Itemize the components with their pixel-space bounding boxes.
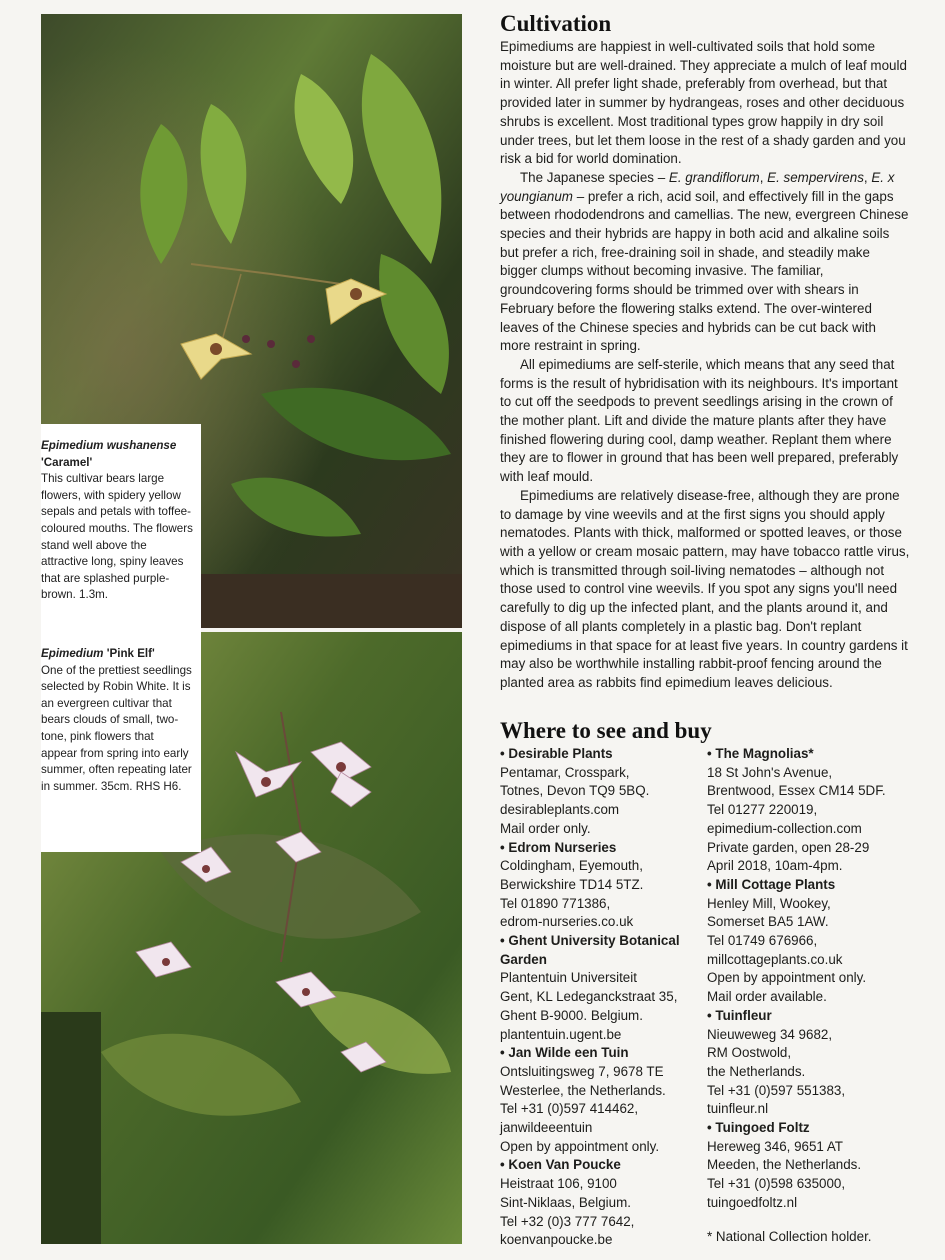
- supplier-detail: Tel 01277 220019,: [707, 802, 818, 818]
- supplier-name: • Edrom Nurseries: [500, 839, 617, 855]
- supplier-detail: Somerset BA5 1AW.: [707, 914, 829, 930]
- supplier-detail: Brentwood, Essex CM14 5DF.: [707, 783, 886, 799]
- supplier-detail: Hereweg 346, 9651 AT: [707, 1138, 843, 1154]
- supplier-name: • Tuingoed Foltz: [707, 1120, 810, 1136]
- supplier-detail: RM Oostwold,: [707, 1045, 792, 1061]
- supplier-name: • Ghent University Botanical Garden: [500, 933, 680, 967]
- supplier-name: • Mill Cottage Plants: [707, 876, 836, 892]
- caption-pink-elf: [41, 632, 201, 852]
- supplier-detail: Henley Mill, Wookey,: [707, 895, 831, 911]
- supplier-entry: [500, 932, 700, 1044]
- cultivation-paragraph-3: All epimediums are self-sterile, which means that any seed that forms is the result of hybridisation with its neighbours. It's important to cut off the seedpods to prevent seedlings arising in the crown of the mother plant. Lift and divide the mature plants after they have finished flowering during cool, damp weather. Replant them where they are to flower in ground that has been well prepared, preferably with leaf mould.: [500, 356, 899, 485]
- supplier-entry: [500, 1156, 700, 1250]
- supplier-detail: Berwickshire TD14 5TZ.: [500, 876, 644, 892]
- supplier-name: • Tuinfleur: [707, 1007, 772, 1023]
- caption-caramel-title: Epimedium wushanense 'Caramel': [41, 439, 177, 469]
- supplier-detail: Mail order available.: [707, 989, 827, 1005]
- supplier-detail: edrom-nurseries.co.uk: [500, 914, 634, 930]
- supplier-detail: Gent, KL Ledeganckstraat 35,: [500, 989, 678, 1005]
- supplier-detail: Ghent B-9000. Belgium.: [500, 1007, 643, 1023]
- supplier-detail: Tel 01890 771386,: [500, 895, 611, 911]
- supplier-detail: Open by appointment only.: [707, 970, 867, 986]
- supplier-detail: Totnes, Devon TQ9 5BQ.: [500, 783, 650, 799]
- supplier-entry: [500, 1044, 700, 1156]
- supplier-entry: [707, 1119, 907, 1213]
- supplier-detail: Westerlee, the Netherlands.: [500, 1082, 666, 1098]
- supplier-name: • Jan Wilde een Tuin: [500, 1045, 629, 1061]
- supplier-detail: Plantentuin Universiteit: [500, 970, 637, 986]
- supplier-detail: desirableplants.com: [500, 802, 620, 818]
- supplier-detail: koenvanpoucke.be: [500, 1232, 613, 1248]
- supplier-detail: tuinfleur.nl: [707, 1101, 769, 1117]
- supplier-detail: Private garden, open 28-29: [707, 839, 870, 855]
- supplier-list-left: [500, 745, 700, 1250]
- supplier-detail: Pentamar, Crosspark,: [500, 764, 630, 780]
- supplier-detail: Open by appointment only.: [500, 1138, 660, 1154]
- supplier-detail: the Netherlands.: [707, 1063, 806, 1079]
- supplier-detail: Sint-Niklaas, Belgium.: [500, 1194, 631, 1210]
- supplier-entry: [707, 1007, 907, 1119]
- supplier-detail: Tel +31 (0)597 551383,: [707, 1082, 846, 1098]
- supplier-detail: epimedium-collection.com: [707, 820, 862, 836]
- supplier-detail: Tel +31 (0)597 414462,: [500, 1101, 639, 1117]
- supplier-detail: Heistraat 106, 9100: [500, 1176, 617, 1192]
- caption-caramel: [41, 424, 201, 638]
- caption-pink-elf-title: Epimedium 'Pink Elf': [41, 647, 155, 660]
- supplier-entry: [500, 839, 700, 933]
- caption-caramel-body: This cultivar bears large flowers, with spidery yellow sepals and petals with toffee-coloured mouths. The flowers stand well above the attractive long, spiny leaves that are splashed purple-brown. 1.3m.: [41, 472, 193, 602]
- cultivation-heading: Cultivation: [500, 11, 612, 36]
- cultivation-paragraph-1: Epimediums are happiest in well-cultivated soils that hold some moisture but are well-drained. They appreciate a mulch of leaf mould in winter. All prefer light shade, preferably from overhead, but that provided later in summer by hydrangeas, roses and other deciduous shrubs is excellent. Most traditional types grow happily in dry soil under trees, but let them loose in the rest of a shady garden and you risk a bid for world domination.: [500, 39, 907, 167]
- supplier-detail: April 2018, 10am-4pm.: [707, 858, 843, 874]
- supplier-entry: [707, 876, 907, 1007]
- supplier-detail: Tel +32 (0)3 777 7642,: [500, 1213, 635, 1229]
- supplier-name: • The Magnolias*: [707, 746, 814, 761]
- supplier-detail: janwildeeentuin: [500, 1120, 593, 1136]
- cultivation-paragraph-4: Epimediums are relatively disease-free, although they are prone to damage by vine weevils and at the first signs you should apply nematodes. Plants with thick, malformed or spotted leaves, or those with a yellow or cream mosaic pattern, may have tobacco rattle virus, which is transmitted through soil-living nematodes – although not those used to control vine weevils. If you spot any signs you'll need carefully to dig up the infected plant, and the plants around it, and dispose of all plants completely in a plastic bag. Don't replant epimediums in that space for at least five years. In country gardens it may also be worthwhile installing rabbit-proof fencing around the planted area as rabbits find epimedium leaves delicious.: [500, 487, 910, 690]
- supplier-detail: Ontsluitingsweg 7, 9678 TE: [500, 1063, 664, 1079]
- supplier-detail: Meeden, the Netherlands.: [707, 1157, 862, 1173]
- supplier-detail: plantentuin.ugent.be: [500, 1026, 622, 1042]
- caption-pink-elf-body: One of the prettiest seedlings selected by Robin White. It is an evergreen cultivar that bears clouds of small, two-tone, pink flowers that appear from spring into early summer, often repeating later in summer. 35cm. RHS H6.: [41, 663, 192, 793]
- supplier-detail: 18 St John's Avenue,: [707, 764, 833, 780]
- supplier-entry: [500, 745, 700, 839]
- cultivation-paragraph-2: The Japanese species – E. grandiflorum, E. sempervirens, E. x youngianum – prefer a rich, acid soil, and effectively fill in the gaps between rhododendrons and camellias. The new, evergreen Chinese species and their hybrids are happy in both acid and alkaline soils but prefer a rich, free-draining soil in shade, and steadily make bigger clumps without becoming invasive. The familiar, groundcovering forms should be trimmed over with shears in February before the flowering stalks extend. The over-wintered leaves of the Chinese species and hybrids can be cut back with more restraint in spring.: [500, 169, 909, 354]
- footnote: * National Collection holder.: [707, 1229, 872, 1244]
- supplier-detail: Tel +31 (0)598 635000,: [707, 1176, 846, 1192]
- supplier-detail: millcottageplants.co.uk: [707, 951, 843, 967]
- supplier-detail: Coldingham, Eyemouth,: [500, 858, 643, 874]
- supplier-entry: [707, 745, 907, 876]
- where-to-buy-heading: Where to see and buy: [500, 718, 712, 743]
- supplier-detail: tuingoedfoltz.nl: [707, 1194, 798, 1210]
- supplier-name: • Koen Van Poucke: [500, 1157, 621, 1173]
- cultivation-article: [500, 10, 910, 693]
- supplier-name: • Desirable Plants: [500, 746, 613, 761]
- supplier-detail: Nieuweweg 34 9682,: [707, 1026, 833, 1042]
- supplier-list-right: [707, 745, 907, 1213]
- supplier-detail: Mail order only.: [500, 820, 591, 836]
- supplier-detail: Tel 01749 676966,: [707, 933, 818, 949]
